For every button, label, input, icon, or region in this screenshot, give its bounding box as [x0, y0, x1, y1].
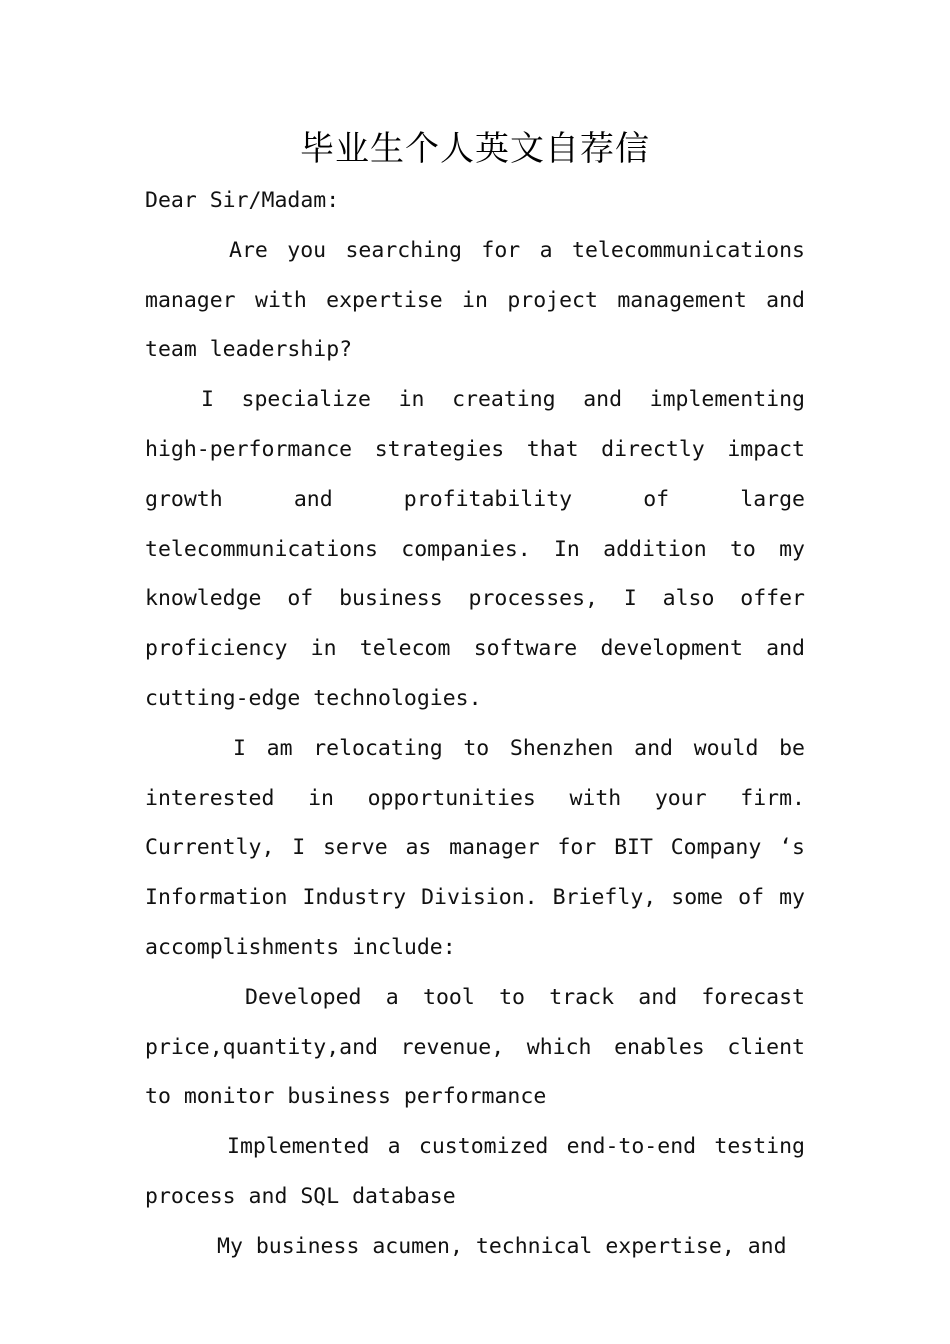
paragraph-closing: My business acumen, technical expertise, and — [217, 1233, 787, 1259]
paragraph-relocation: I am relocating to Shenzhen and would be interested in opportunities with your firm. Currently, I serve as manager for BIT Company ‘s Information Industry Division. Briefly, some of my accomplishments include: — [145, 735, 805, 960]
letter-body — [145, 176, 805, 1272]
salutation: Dear Sir/Madam: — [145, 188, 340, 213]
paragraph-specialization: I specialize in creating and implementing high-performance strategies that directly impact growth and profitability of large telecommunications companies. In addition to my knowledge of business processes, I also offer proficiency in telecom software development and cutting-edge technologies. — [145, 387, 805, 711]
accomplishment-item: Developed a tool to track and forecast price,quantity,and revenue, which enables client to monitor business performance — [145, 984, 805, 1110]
accomplishment-item: Implemented a customized end-to-end testing process and SQL database — [145, 1134, 805, 1209]
document-title: 毕业生个人英文自荐信 — [300, 129, 650, 169]
paragraph-intro: Are you searching for a telecommunications manager with expertise in project management and team leadership? — [145, 237, 805, 363]
